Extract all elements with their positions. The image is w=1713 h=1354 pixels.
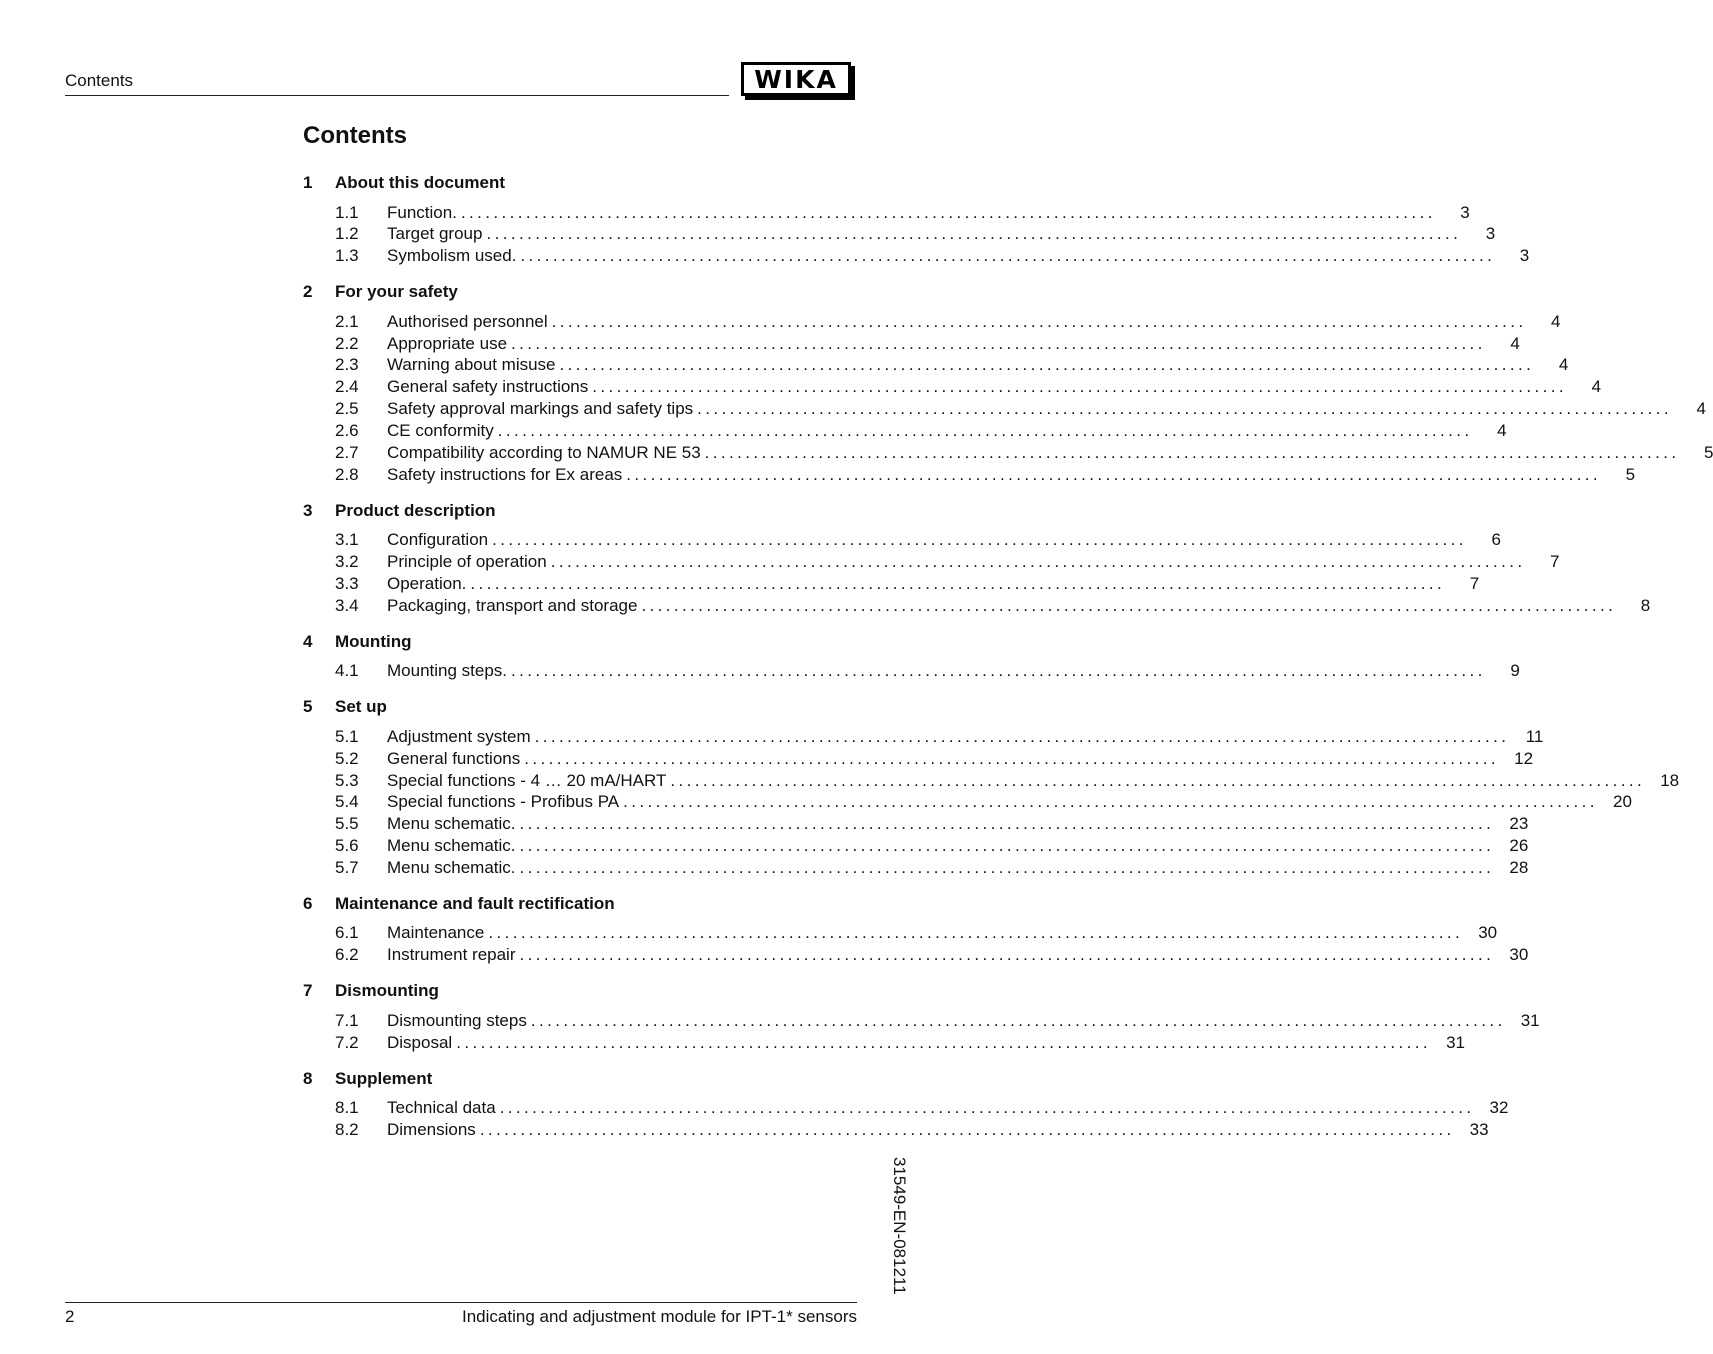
entry-number: 2.2 [335,333,359,353]
entry-page-number: 18 [1660,770,1680,790]
entry-page-number: 3 [1519,246,1530,266]
section-number: 7 [303,981,313,1001]
entry-page-number: 30 [1509,945,1529,965]
section-number: 8 [303,1068,313,1088]
entry-page-number: 31 [1520,1010,1540,1030]
toc-entry[interactable] [303,354,1569,376]
toc-section [303,281,1713,486]
toc-entry[interactable] [303,529,1501,551]
entry-page-number: 6 [1491,530,1501,550]
entry-title: General safety instructions [387,377,589,397]
section-number: 4 [303,631,313,651]
entry-number: 3.3 [335,574,359,594]
entry-title: Safety approval markings and safety tips [387,399,694,419]
toc-entry[interactable] [303,595,1651,617]
toc-section-heading[interactable] [303,980,858,1002]
toc-entry[interactable] [303,857,1529,879]
table-of-contents [303,172,1713,1155]
entry-title: Warning about misuse [387,355,556,375]
entry-title: Menu schematic. [387,836,516,856]
entry-title: Adjustment system [387,726,531,746]
toc-entry[interactable] [303,333,1520,355]
entry-title: General functions [387,748,521,768]
toc-section [303,696,1680,879]
entry-number: 2.1 [335,311,359,331]
section-number: 6 [303,893,313,913]
toc-entry[interactable] [303,376,1602,398]
toc-entry[interactable] [303,311,1561,333]
dot-leader: ........................................................................................................................ [697,399,1672,419]
entry-title: Packaging, transport and storage [387,595,638,615]
dot-leader: ........................................................................................................................ [488,923,1464,943]
running-header: Contents [65,71,134,90]
entry-number: 5.2 [335,748,359,768]
entry-title: Appropriate use [387,333,508,353]
entry-title: Mounting steps. [387,661,508,681]
dot-leader: ........................................................................................................................ [551,311,1527,331]
entry-title: Operation. [387,574,467,594]
dot-leader: ........................................................................................................................ [670,770,1646,790]
toc-section [303,1068,1509,1141]
entry-page-number: 4 [1696,399,1706,419]
page-title: Contents [303,122,407,149]
entry-title: Safety instructions for Ex areas [387,464,623,484]
toc-entry[interactable] [303,1010,1540,1032]
dot-leader: ........................................................................................................................ [456,1032,1431,1052]
entry-page-number: 23 [1509,814,1529,834]
dot-leader: ........................................................................................................................ [470,574,1446,594]
entry-number: 2.7 [335,443,359,463]
section-number: 3 [303,500,313,520]
entry-number: 3.4 [335,595,359,615]
section-title: Dismounting [335,981,439,1001]
section-number: 2 [303,282,313,302]
entry-number: 8.2 [335,1119,359,1139]
entry-page-number: 5 [1703,443,1713,463]
entry-number: 5.5 [335,814,359,834]
section-title: About this document [335,173,505,192]
dot-leader: ........................................................................................................................ [519,814,1495,834]
entry-number: 7.2 [335,1032,359,1052]
dot-leader: ........................................................................................................................ [511,333,1486,353]
entry-page-number: 7 [1469,574,1480,594]
document-code: 31549-EN-081211 [890,1157,909,1295]
entry-page-number: 8 [1640,595,1651,615]
dot-leader: ........................................................................................................................ [592,377,1568,397]
toc-section-heading[interactable] [303,500,858,522]
entry-page-number: 3 [1485,224,1496,244]
toc-section-heading[interactable] [303,281,858,303]
entry-page-number: 20 [1613,792,1632,812]
entry-title: Dimensions [387,1119,476,1139]
entry-number: 7.1 [335,1010,359,1030]
toc-section-heading[interactable] [303,172,858,194]
entry-page-number: 26 [1509,836,1529,856]
section-title: For your safety [335,282,458,302]
toc-section [303,893,1529,966]
section-number: 1 [303,173,313,192]
toc-entry[interactable] [303,660,1520,682]
dot-leader: ........................................................................................................................ [492,530,1467,550]
toc-entry[interactable] [303,551,1560,573]
toc-entry[interactable] [303,770,1680,792]
entry-page-number: 11 [1525,726,1544,746]
dot-leader: ........................................................................................................................ [530,1010,1506,1030]
toc-entry[interactable] [303,398,1706,420]
section-title: Product description [335,500,496,520]
entry-title: Principle of operation [387,552,547,572]
entry-page-number: 4 [1591,377,1602,397]
entry-page-number: 31 [1446,1032,1465,1052]
toc-section-heading[interactable] [303,1068,858,1090]
footer-rule [65,1302,857,1303]
toc-entry[interactable] [303,791,1632,813]
dot-leader: ........................................................................................................................ [519,858,1495,878]
entry-number: 5.3 [335,770,359,790]
entry-title: Menu schematic. [387,858,516,878]
entry-page-number: 28 [1509,858,1529,878]
entry-title: Menu schematic. [387,814,516,834]
dot-leader: ........................................................................................................................ [524,748,1500,768]
entry-title: Target group [387,224,483,244]
dot-leader: ........................................................................................................................ [497,421,1473,441]
entry-number: 3.1 [335,530,359,550]
toc-entry[interactable] [303,944,1529,966]
toc-section-heading[interactable] [303,893,858,915]
toc-entry[interactable] [303,202,1470,224]
footer-title: Indicating and adjustment module for IPT-1* sensors [462,1307,857,1326]
entry-title: Technical data [387,1098,496,1118]
entry-number: 1.2 [335,224,359,244]
entry-page-number: 30 [1478,923,1498,943]
entry-title: Instrument repair [387,945,516,965]
entry-number: 5.4 [335,792,359,812]
entry-title: Disposal [387,1032,453,1052]
toc-entry[interactable] [303,726,1544,748]
toc-entry[interactable] [303,922,1498,944]
footer-page-number: 2 [65,1307,75,1326]
entry-title: Compatibility according to NAMUR NE 53 [387,443,701,463]
dot-leader: ........................................................................................................................ [534,726,1510,746]
entry-number: 1.1 [335,202,359,222]
dot-leader: ........................................................................................................................ [479,1119,1455,1139]
section-title: Mounting [335,631,412,651]
section-title: Maintenance and fault rectification [335,893,615,913]
entry-number: 5.7 [335,858,359,878]
toc-entry[interactable] [303,442,1713,464]
entry-number: 6.1 [335,923,359,943]
toc-section [303,172,1530,267]
toc-entry[interactable] [303,464,1636,486]
dot-leader: ........................................................................................................................ [519,836,1495,856]
entry-title: Authorised personnel [387,311,548,331]
toc-section-heading[interactable] [303,696,858,718]
dot-leader: ........................................................................................................................ [511,661,1486,681]
dot-leader: ........................................................................................................................ [641,595,1617,615]
entry-page-number: 4 [1550,311,1561,331]
toc-entry[interactable] [303,1097,1509,1119]
entry-title: Symbolism used. [387,246,517,266]
entry-page-number: 9 [1510,661,1520,681]
entry-page-number: 32 [1489,1098,1509,1118]
entry-number: 1.3 [335,246,359,266]
entry-page-number: 4 [1497,421,1507,441]
entry-number: 5.1 [335,726,359,746]
wika-logo: WIKA [741,62,851,96]
dot-leader: ........................................................................................................................ [486,224,1462,244]
toc-section [303,500,1651,617]
entry-title: Dismounting steps [387,1010,527,1030]
entry-page-number: 4 [1558,355,1569,375]
dot-leader: ........................................................................................................................ [623,792,1598,812]
toc-entry[interactable] [303,573,1480,595]
entry-number: 4.1 [335,661,359,681]
entry-page-number: 3 [1460,202,1470,222]
entry-title: Configuration [387,530,489,550]
entry-number: 8.1 [335,1098,359,1118]
section-number: 5 [303,697,313,717]
entry-page-number: 12 [1514,748,1534,768]
entry-page-number: 4 [1510,333,1520,353]
entry-title: CE conformity [387,421,494,441]
entry-number: 2.3 [335,355,359,375]
toc-entry[interactable] [303,245,1530,267]
entry-title: Special functions - Profibus PA [387,792,620,812]
dot-leader: ........................................................................................................................ [520,246,1496,266]
entry-number: 6.2 [335,945,359,965]
entry-number: 2.8 [335,464,359,484]
dot-leader: ........................................................................................................................ [626,464,1602,484]
dot-leader: ........................................................................................................................ [460,202,1436,222]
dot-leader: ........................................................................................................................ [499,1098,1475,1118]
section-title: Supplement [335,1068,433,1088]
entry-page-number: 33 [1469,1119,1489,1139]
toc-section-heading[interactable] [303,631,858,653]
toc-entry[interactable] [303,835,1529,857]
toc-entry[interactable] [303,1119,1489,1141]
dot-leader: ........................................................................................................................ [550,552,1526,572]
entry-title: Maintenance [387,923,485,943]
toc-entry[interactable] [303,223,1496,245]
toc-entry[interactable] [303,813,1529,835]
entry-page-number: 5 [1625,464,1636,484]
section-title: Set up [335,697,387,717]
entry-number: 2.6 [335,421,359,441]
entry-number: 2.4 [335,377,359,397]
entry-number: 5.6 [335,836,359,856]
entry-title: Special functions - 4 … 20 mA/HART [387,770,667,790]
toc-entry[interactable] [303,420,1507,442]
toc-entry[interactable] [303,748,1534,770]
dot-leader: ........................................................................................................................ [704,443,1680,463]
entry-page-number: 7 [1550,552,1560,572]
entry-number: 3.2 [335,552,359,572]
entry-title: Function. [387,202,457,222]
header-rule [65,95,729,96]
toc-section [303,980,1540,1053]
dot-leader: ........................................................................................................................ [559,355,1535,375]
dot-leader: ........................................................................................................................ [519,945,1495,965]
toc-section [303,631,1520,682]
entry-number: 2.5 [335,399,359,419]
toc-entry[interactable] [303,1032,1465,1054]
